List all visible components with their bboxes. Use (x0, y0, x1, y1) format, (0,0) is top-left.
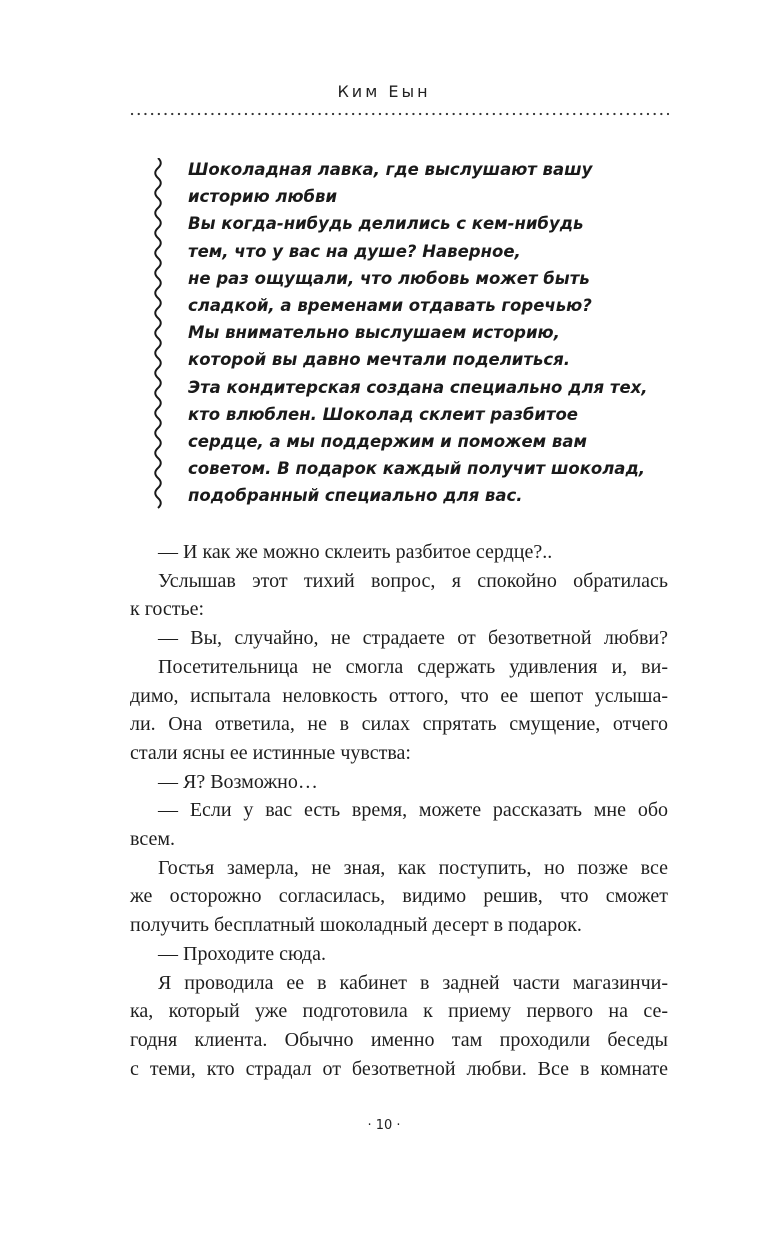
quote-line: тем, что у вас на душе? Наверное, (188, 241, 521, 261)
quote-line: историю любви (188, 187, 338, 207)
advertisement-quote (150, 156, 680, 516)
text-line: — Если у вас есть время, можете рассказать мне обо (158, 799, 668, 822)
page-number: · 10 · (367, 1118, 401, 1133)
quote-line: Мы внимательно выслушаем историю, (188, 323, 560, 343)
text-line: ка, который уже подготовила к приему первого на се- (130, 1000, 668, 1023)
text-line: — Вы, случайно, не страдаете от безответной любви? (158, 627, 668, 650)
quote-line: кто влюблен. Шоколад склеит разбитое (188, 404, 578, 424)
text-line: Гостья замерла, не зная, как поступить, но позже все (158, 856, 668, 879)
quote-line: сердце, а мы поддержим и поможем вам (188, 432, 587, 452)
quote-line: Эта кондитерская создана специально для тех, (188, 377, 648, 397)
dotted-rule (130, 111, 670, 117)
quote-line: сладкой, а временами отдавать горечью? (188, 296, 592, 316)
running-header: Ким Еын (337, 82, 431, 101)
text-line: с теми, кто страдал от безответной любви. Все в комнате (130, 1057, 668, 1080)
text-line: всем. (130, 828, 175, 851)
quote-line: которой вы давно мечтали поделиться. (188, 350, 571, 370)
text-line: же осторожно согласилась, видимо решив, что сможет (130, 885, 668, 908)
text-line: — И как же можно склеить разбитое сердце?.. (158, 541, 553, 563)
quote-line: Шоколадная лавка, где выслушают вашу (188, 160, 593, 179)
quote-line: Вы когда-нибудь делились с кем-нибудь (188, 214, 584, 234)
text-line: к гостье: (130, 598, 205, 621)
quote-line: подобранный специально для вас. (188, 486, 523, 506)
quote-line: не раз ощущали, что любовь может быть (188, 268, 590, 288)
wavy-line-ornament (150, 158, 166, 510)
text-line: годня клиента. Обычно именно там проходили беседы (130, 1028, 668, 1051)
quote-text (188, 156, 688, 510)
body-text (130, 538, 668, 1083)
text-line: ли. Она ответила, не в силах спрятать смущение, отчего (130, 713, 668, 736)
text-line: стали ясны ее истинные чувства: (130, 741, 411, 764)
text-line: Услышав этот тихий вопрос, я спокойно обратилась (158, 569, 668, 592)
text-line: — Я? Возможно… (158, 770, 318, 793)
text-line: димо, испытала неловкость оттого, что ее шепот услыша- (130, 684, 668, 707)
text-line: — Проходите сюда. (158, 942, 326, 965)
quote-line: советом. В подарок каждый получит шоколад, (188, 459, 646, 479)
text-line: Я проводила ее в кабинет в задней части магазинчи- (158, 971, 668, 994)
text-line: Посетительница не смогла сдержать удивления и, ви- (158, 655, 668, 678)
text-line: получить бесплатный шоколадный десерт в подарок. (130, 914, 582, 937)
